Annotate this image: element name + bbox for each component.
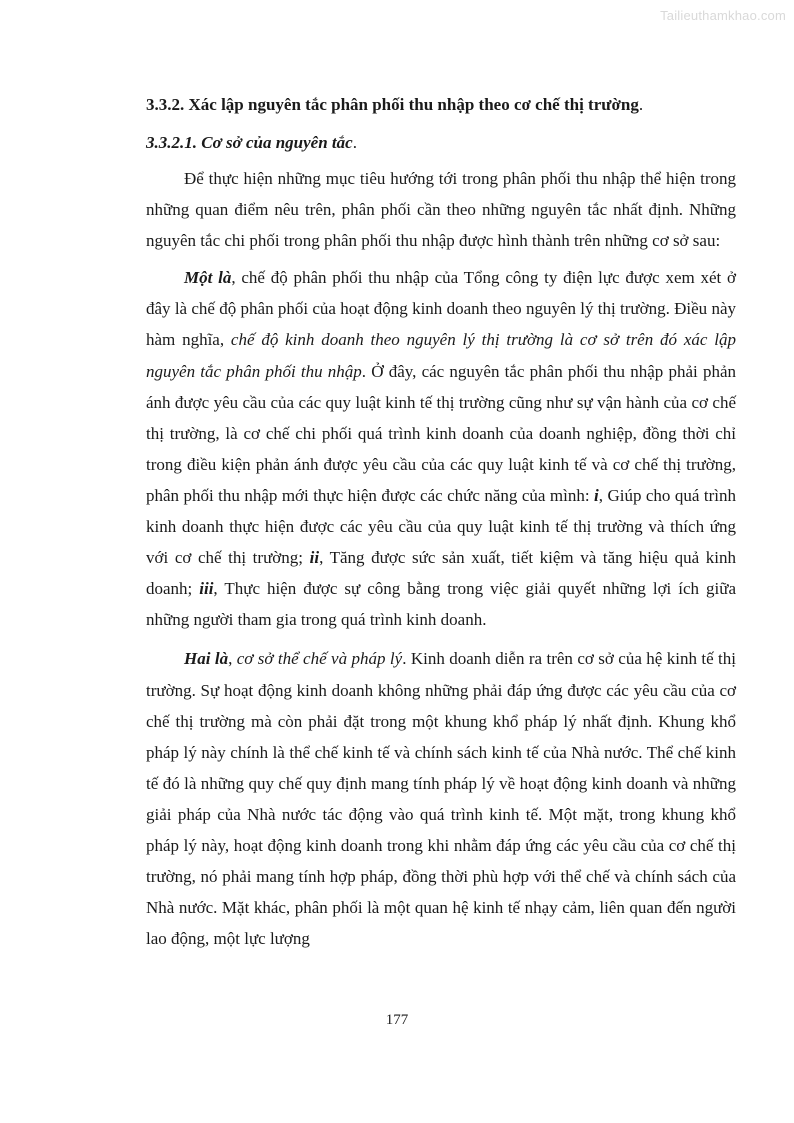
section-heading [146,88,736,122]
document-body [146,88,736,954]
paragraph-text: . Ở đây, các nguyên tắc phân phối thu nhập phải phản ánh được yêu cầu của các quy luật kinh tế thị trường cũng như sự vận hành của cơ chế thị trường, là cơ chế chi phối quá trình kinh doanh của doanh nghiệp, đồng thời chỉ trong điều kiện phản ánh được yêu cầu của các quy luật kinh tế và cơ chế thị trường, phân phối thu nhập mới thực hiện được các chức năng của mình: [146,361,736,505]
paragraph-text: , Giúp cho quá trình kinh doanh thực hiện được các yêu cầu của quy luật kinh tế thị trường và thích ứng với cơ chế thị trường; [146,485,736,568]
list-marker: iii [199,579,214,599]
paragraph-text: , Tăng được sức sản xuất, tiết kiệm và tăng hiệu quả kinh doanh; [146,548,736,599]
paragraph-lead: Một là [184,268,232,288]
page-number: 177 [385,1012,409,1028]
section-heading-text: 3.3.2. Xác lập nguyên tắc phân phối thu nhập theo cơ chế thị trường [146,95,639,114]
subsection-heading-tail: . [352,133,357,152]
paragraph-mot-la [146,262,736,635]
paragraph-text: . Kinh doanh diễn ra trên cơ sở của hệ kinh tế thị trường. Sự hoạt động kinh doanh không những phải đáp ứng được các yêu cầu của cơ chế thị trường mà còn phải đặt trong một khung khổ pháp lý nhất định. Khung khổ pháp lý này chính là thể chế kinh tế và chính sách kinh tế của Nhà nước. Thể chế kinh tế đó là những quy chế quy định mang tính pháp lý về hoạt động kinh doanh và những giải pháp của Nhà nước tác động vào quá trình kinh tế. Một mặt, trong khung khổ pháp lý này, hoạt động kinh doanh trong khi nhằm đáp ứng các yêu cầu của cơ chế thị trường, nó phải mang tính hợp pháp, đồng thời phù hợp với thể chế và chính sách của Nhà nước. Mặt khác, phân phối là một quan hệ kinh tế nhạy cảm, liên quan đến người lao động, một lực lượng [146,649,737,949]
subsection-heading [146,126,736,160]
section-heading-tail: . [638,95,644,114]
list-marker: ii [309,548,320,568]
paragraph-italic-text: chế độ kinh doanh theo nguyên lý thị trường là cơ sở trên đó xác lập nguyên tắc phân phối thu nhập [146,330,736,381]
paragraph-text: , chế độ phân phối thu nhập của Tổng công ty điện lực được xem xét ở đây là chế độ phân phối của hoạt động kinh doanh theo nguyên lý thị trường. Điều này hàm nghĩa, [146,268,737,350]
watermark-text: Tailieuthamkhao.com [660,8,786,23]
paragraph-italic-text: cơ sở thể chế và pháp lý [236,649,403,669]
paragraph-lead: Hai là [184,649,229,669]
paragraph-intro: Để thực hiện những mục tiêu hướng tới trong phân phối thu nhập thể hiện trong những quan điểm nêu trên, phân phối cần theo những nguyên tắc nhất định. Những nguyên tắc chi phối trong phân phối thu nhập được hình thành trên những cơ sở sau: [146,169,736,251]
paragraph-hai-la [146,643,736,954]
subsection-heading-text: 3.3.2.1. Cơ sở của nguyên tắc [146,133,353,152]
paragraph-text: , Thực hiện được sự công bằng trong việc giải quyết những lợi ích giữa những người tham gia trong quá trình kinh doanh. [146,579,736,630]
paragraph-separator: , [228,649,237,669]
list-marker: i [594,485,599,505]
